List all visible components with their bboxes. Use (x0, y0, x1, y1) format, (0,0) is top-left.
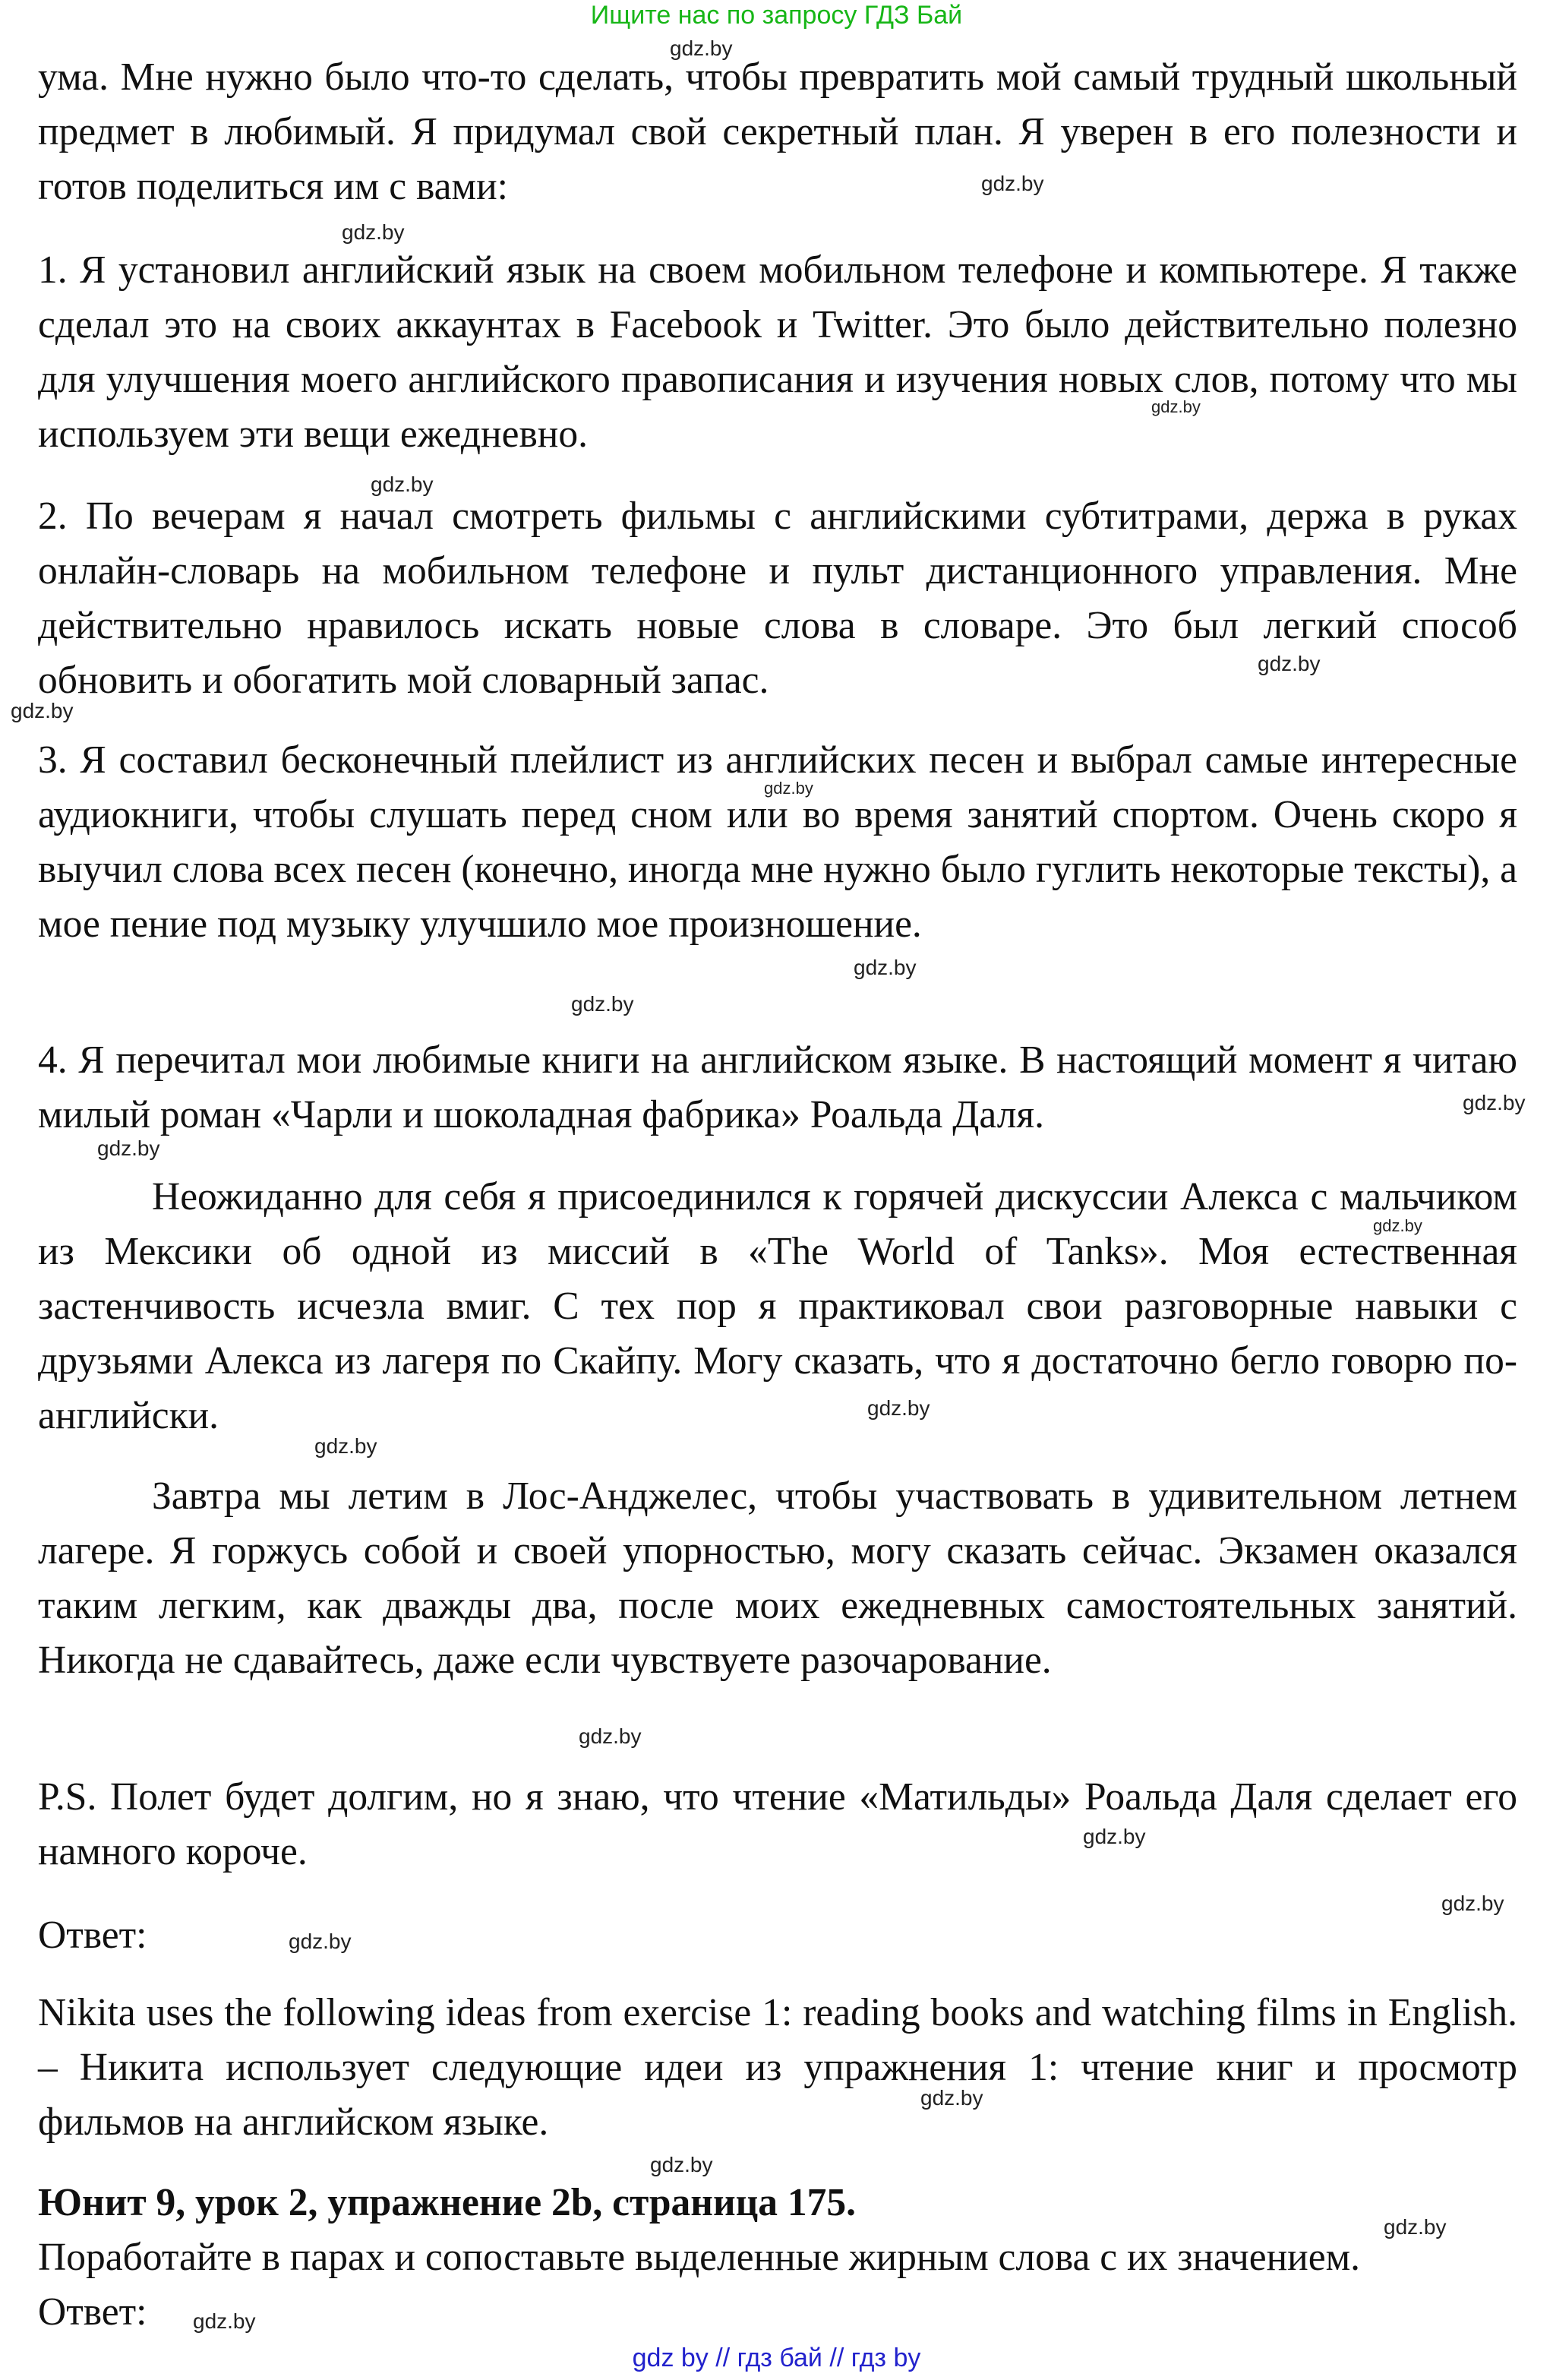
answer-text: Nikita uses the following ideas from exercise 1: reading books and watching films in English. – Никита использует следующие идеи из упражнения 1: чтение книг и просмотр фильмов на английском языке. (38, 1991, 1517, 2144)
watermark: gdz.by (1258, 652, 1321, 675)
watermark: gdz.by (1384, 2215, 1447, 2239)
paragraph-item-1: 1. Я установил английский язык на своем мобильном телефоне и компьютере. Я также сделал это на своих аккаунтах в Facebook и Twitter. Это было действительно полезно для улучшения моего английского правописания и изучения новых слов, потому что мы используем эти вещи ежедневно. (38, 248, 1517, 456)
answer-label: Ответ: (38, 1914, 147, 1957)
watermark: gdz.by (1373, 1216, 1422, 1235)
watermark: gdz.by (764, 779, 813, 798)
watermark: gdz.by (1441, 1892, 1504, 1915)
site-header: Ищите нас по запросу ГДЗ Бай (590, 1, 963, 30)
watermark: gdz.by (193, 2309, 256, 2333)
watermark: gdz.by (1463, 1091, 1526, 1114)
paragraph-ps: P.S. Полет будет долгим, но я знаю, что чтение «Матильды» Роальда Даля сделает его намного короче. (38, 1775, 1517, 1873)
watermark: gdz.by (920, 2086, 983, 2110)
watermark: gdz.by (854, 956, 917, 979)
site-footer: gdz by // гдз бай // гдз by (632, 2344, 921, 2372)
watermark: gdz.by (11, 699, 74, 722)
watermark: gdz.by (342, 220, 405, 244)
watermark: gdz.by (289, 1930, 352, 1953)
watermark: gdz.by (571, 992, 634, 1016)
watermark: gdz.by (981, 172, 1044, 195)
watermark: gdz.by (579, 1724, 642, 1748)
paragraph-discussion: Неожиданно для себя я присоединился к горячей дискуссии Алекса с мальчиком из Мексики об одной из миссий в «The World of Tanks». Моя естественная застенчивость исчезла вмиг. С тех пор я практиковал свои разговорные навыки с друзьями Алекса из лагеря по Скайпу. Могу сказать, что я достаточно бегло говорю по-английски. (38, 1175, 1517, 1437)
watermark: gdz.by (867, 1396, 930, 1420)
exercise-instruction: Поработайте в парах и сопоставьте выделенные жирным слова с их значением. (38, 2236, 1361, 2279)
paragraph-item-3: 3. Я составил бесконечный плейлист из английских песен и выбрал самые интересные аудиокниги, чтобы слушать перед сном или во время занятий спортом. Очень скоро я выучил слова всех песен (конечно, иногда мне нужно было гуглить некоторые тексты), а мое пение под музыку улучшило мое произношение. (38, 738, 1517, 946)
exercise-heading: Юнит 9, урок 2, упражнение 2b, страница 175. (38, 2181, 857, 2224)
watermark: gdz.by (670, 36, 733, 60)
watermark: gdz.by (371, 473, 434, 496)
answer-label-2: Ответ: (38, 2290, 147, 2334)
paragraph-tomorrow: Завтра мы летим в Лос-Анджелес, чтобы участвовать в удивительном летнем лагере. Я горжусь собой и своей упорностью, могу сказать сейчас. Экзамен оказался таким легким, как дважды два, после моих ежедневных самостоятельных занятий. Никогда не сдавайтесь, даже если чувствуете разочарование. (38, 1474, 1517, 1682)
watermark: gdz.by (97, 1136, 160, 1160)
paragraph-intro: ума. Мне нужно было что-то сделать, чтобы превратить мой самый трудный школьный предмет в любимый. Я придумал свой секретный план. Я уверен в его полезности и готов поделиться им с вами: (38, 55, 1517, 208)
paragraph-item-4: 4. Я перечитал мои любимые книги на английском языке. В настоящий момент я читаю милый роман «Чарли и шоколадная фабрика» Роальда Даля. (38, 1038, 1517, 1136)
watermark: gdz.by (1083, 1825, 1146, 1848)
watermark: gdz.by (650, 2153, 713, 2176)
watermark: gdz.by (1151, 397, 1201, 416)
paragraph-item-2: 2. По вечерам я начал смотреть фильмы с английскими субтитрами, держа в руках онлайн-словарь на мобильном телефоне и пульт дистанционного управления. Мне действительно нравилось искать новые слова в словаре. Это был легкий способ обновить и обогатить мой словарный запас. (38, 495, 1517, 702)
watermark: gdz.by (314, 1434, 377, 1458)
